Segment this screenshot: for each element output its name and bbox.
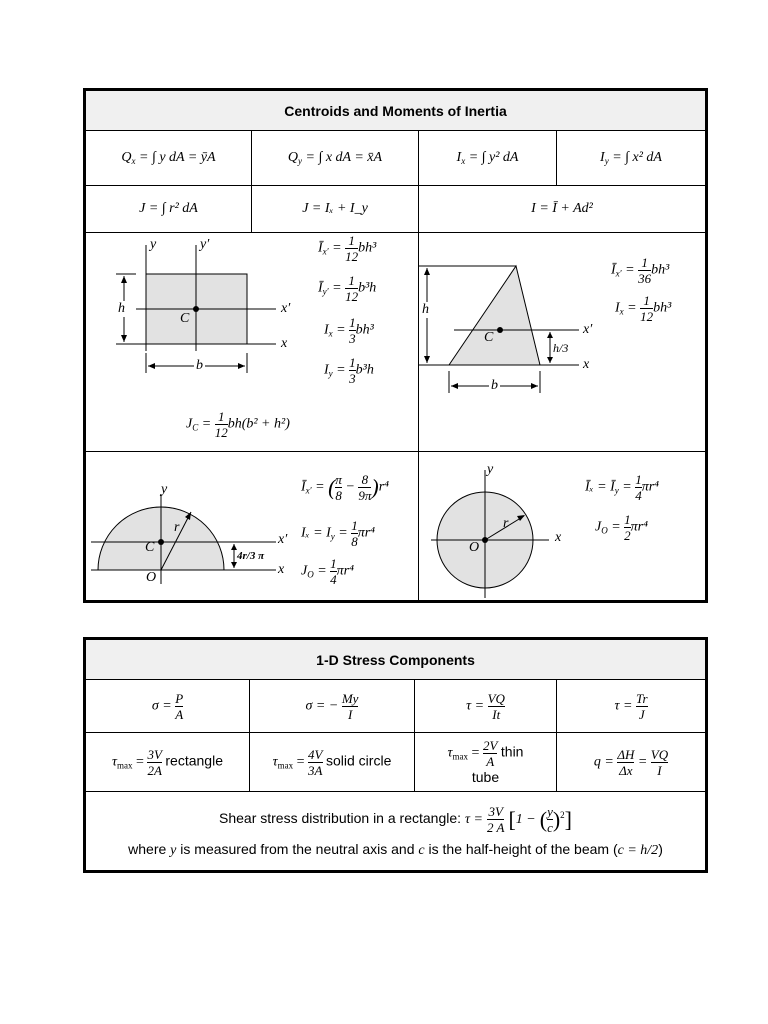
rect-b-label: b — [196, 358, 203, 373]
axial-stress-formula: σ = $\frac{P}{A}$ — [85, 680, 250, 733]
tri-xprime-label: x′ — [583, 322, 593, 337]
tri-h-label: h — [422, 302, 429, 317]
semi-origin-label: O — [146, 570, 157, 585]
circle-ix-iy: Īₓ = $Ī_y$ = $\frac{1}{4}$ πr⁴ — [585, 472, 660, 503]
semi-dim-label: 4r/3 π — [237, 550, 265, 562]
tau-max-rectangle: $\tau_{max}$ = $\frac{3V}{2A}$ rectangle — [85, 733, 250, 792]
shear-distribution-cell — [85, 792, 707, 872]
semi-ix-iy: $I_x = I_y$ = $\frac{1}{8}$ πr⁴ — [301, 518, 376, 549]
centroids-title: Centroids and Moments of Inertia — [85, 90, 707, 131]
circle-jo: $J_O$ = $\frac{1}{2}$ πr⁴ — [595, 512, 649, 543]
rect-xprime-label: x′ — [281, 301, 291, 316]
circle-r-label: r — [503, 516, 509, 531]
rect-y-label: y — [150, 237, 157, 252]
rect-iy: $I_y$ = $\frac{1}{3}$ b³h — [324, 355, 374, 386]
semi-x-label: x — [278, 562, 285, 577]
circle-x-label: x — [555, 530, 562, 545]
rect-centroid-label: C — [180, 311, 190, 326]
rect-ixprime: $Ī_{x'}$ = $\frac{1}{12}$ bh³ — [318, 233, 377, 264]
shear-stress-formula: τ = $\frac{VQ}{It}$ — [415, 680, 557, 733]
circle-origin-label: O — [469, 540, 480, 555]
semi-ixprime: $Ī_{x'}$ = ( $\frac{\pi}{8}$ − $\frac{8}{9\pi}$ )r⁴ — [301, 472, 390, 503]
semi-y-label: y — [161, 482, 168, 497]
rect-iyprime: $Ī_{y'}$ = $\frac{1}{12}$ b³h — [318, 273, 377, 304]
rect-yprime-label: y′ — [200, 237, 210, 252]
rect-ix: $I_x$ = $\frac{1}{3}$ bh³ — [324, 315, 374, 346]
bending-stress-formula: σ = − $\frac{My}{I}$ — [250, 680, 415, 733]
shear-distribution-note: where y is measured from the neutral axis and c is the half-height of the beam (c = h/2) — [128, 840, 663, 858]
semicircle-cell — [85, 452, 419, 602]
rectangle-cell — [85, 233, 419, 452]
circle-diagram — [419, 452, 707, 600]
shear-flow-formula: q = $\frac{\Delta H}{\Delta x}$ = $\frac{VQ}{I}$ — [557, 733, 707, 792]
tau-max-solid-circle: $\tau_{max}$ = $\frac{4V}{3A}$ solid circle — [250, 733, 415, 792]
circle-y-label: y — [487, 462, 494, 477]
rect-h-label: h — [118, 301, 125, 316]
iy-formula: $I_y$ = ∫ x² dA — [557, 131, 707, 186]
rect-x-label: x — [281, 336, 288, 351]
tri-b-label: b — [491, 378, 498, 393]
rect-jc: $J_C$ = $\frac{1}{12}$ bh(b² + h²) — [186, 409, 290, 440]
shear-distribution-formula: Shear stress distribution in a rectangle: τ = $\frac{3V}{2 A}$ [1 − ( $\frac{y}{c}$ )$^2$] — [219, 803, 572, 835]
torsion-stress-formula: τ = $\frac{Tr}{J}$ — [557, 680, 707, 733]
tri-x-label: x — [583, 357, 590, 372]
semi-xprime-label: x′ — [278, 532, 288, 547]
tau-max-thin-tube: $\tau_{max}$ = $\frac{2V}{A}$ thin tube — [415, 733, 557, 792]
circle-cell — [419, 452, 707, 602]
semi-centroid-label: C — [145, 540, 155, 555]
qx-formula: $Q_x$ = ∫ y dA = ȳA — [85, 131, 252, 186]
tri-centroid-label: C — [484, 330, 494, 345]
semi-r-label: r — [174, 520, 180, 535]
stress-title: 1-D Stress Components — [85, 639, 707, 680]
qy-formula: $Q_y$ = ∫ x dA = x̄A — [252, 131, 419, 186]
parallel-axis-formula: I = Ī + Ad² — [419, 186, 707, 233]
ix-formula: $I_x$ = ∫ y² dA — [419, 131, 557, 186]
centroids-table — [83, 88, 708, 603]
tri-h3-label: h/3 — [553, 341, 569, 355]
polar-sum-formula: J = Iₓ + I_y — [252, 186, 419, 233]
tri-ix: $I_x$ = $\frac{1}{12}$ bh³ — [615, 293, 672, 324]
polar-moment-formula: J = ∫ r² dA — [85, 186, 252, 233]
tri-ixprime: $Ī_{x'}$ = $\frac{1}{36}$ bh³ — [611, 255, 670, 286]
stress-table — [83, 637, 708, 873]
triangle-cell — [419, 233, 707, 452]
semi-jo: $J_O$ = $\frac{1}{4}$ πr⁴ — [301, 556, 355, 587]
